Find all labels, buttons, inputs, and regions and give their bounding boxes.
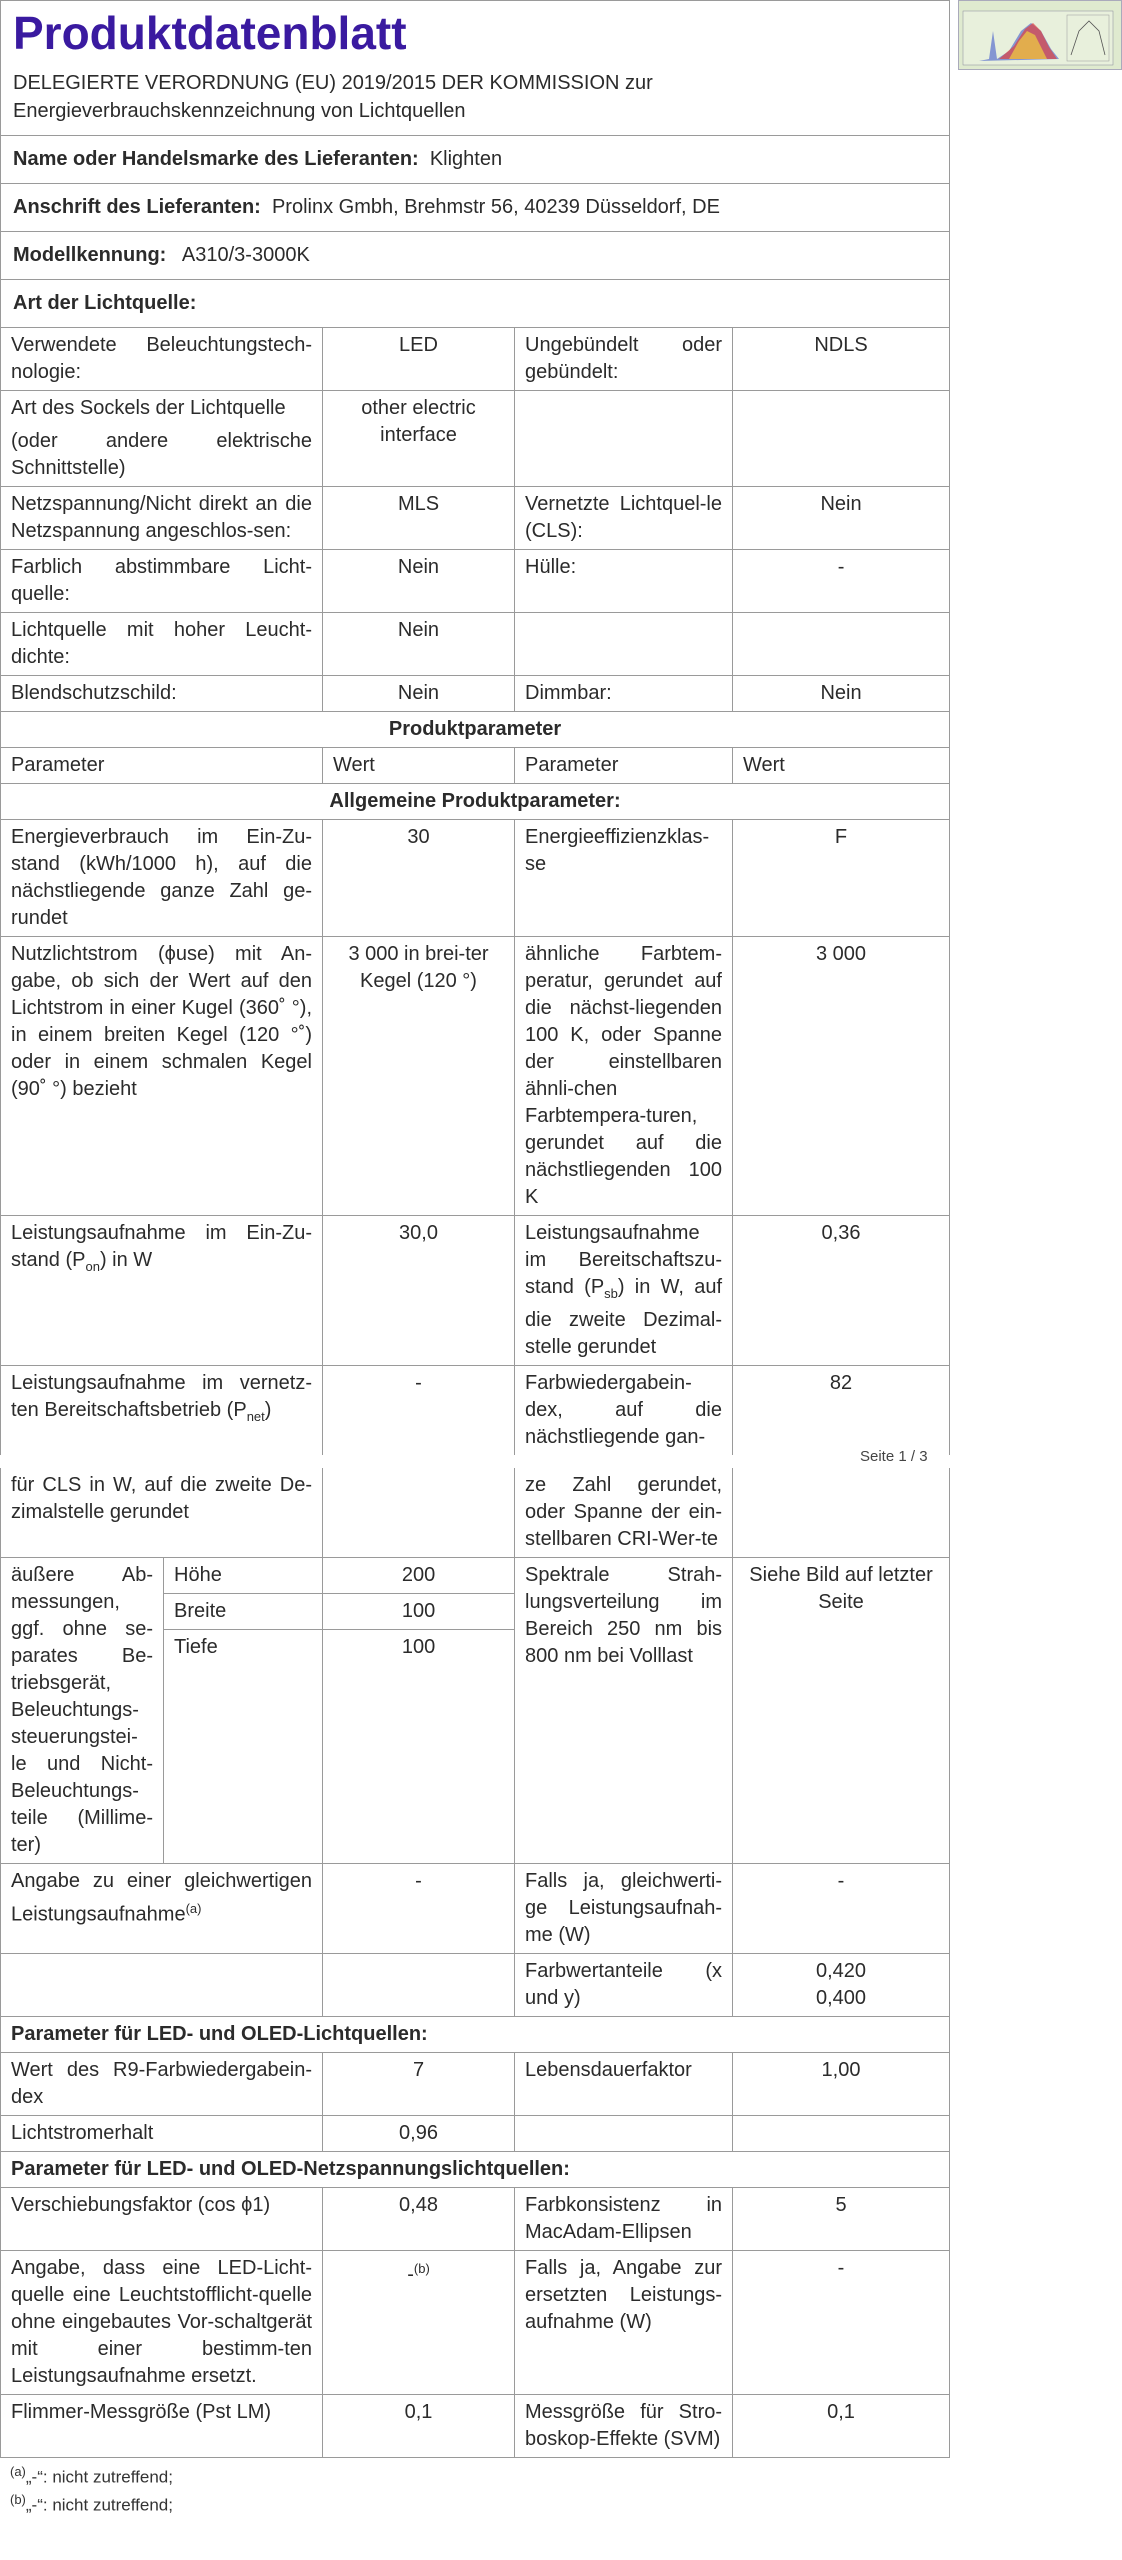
power-factor-label: Verschiebungsfaktor (cos ϕ1) (1, 2188, 323, 2251)
product-parameters-heading: Produktparameter (1, 712, 950, 748)
fluorescent-replacement-label: Angabe, dass eine LED-Licht-quelle eine Leuchtstofflicht-quelle ohne eingebautes Vor-schaltgerät mit einer bestimm-ten Leistungsaufnahme ersetzt. (1, 2251, 323, 2395)
column-header-parameter: Parameter (1, 748, 323, 784)
standby-power-label: Leistungsaufnahme im Bereitschaftszu-stand $(P_{sb})$ in W, auf die zweite Dezimal-stelle gerundet (515, 1216, 733, 1366)
spectral-distribution-label: Spektrale Strah-lungsverteilung im Bereich 250 nm bis 800 nm bei Volllast (515, 1558, 733, 1864)
technology-value: LED (323, 328, 515, 391)
page-title: Produktdatenblatt (13, 7, 407, 59)
cct-value: 3 000 (733, 937, 950, 1216)
colour-consistency-value: 5 (733, 2188, 950, 2251)
footnote-a: $^{(a)}$„-“: nicht zutreffend; (10, 2464, 173, 2487)
light-source-type-heading: Art der Lichtquelle: (1, 280, 950, 328)
lumen-maintenance-label: Lichtstromerhalt (1, 2116, 323, 2152)
led-parameters-heading: Parameter für LED- und OLED-Lichtquellen: (1, 2017, 950, 2053)
useful-flux-value: 3 000 in brei-ter Kegel (120 °) (323, 937, 515, 1216)
page-2 (0, 1468, 949, 2515)
empty-cell (515, 613, 733, 676)
mains-label: Netzspannung/Nicht direkt an die Netzspannung angeschlos-sen: (1, 487, 323, 550)
datasheet-table-page-1 (0, 0, 950, 1455)
networked-standby-value: - (323, 1366, 515, 1456)
useful-flux-label: Nutzlichtstrom (ϕuse) mit An-gabe, ob sich der Wert auf den Lichtstrom in einer Kugel (360˚ °), in einem breiten Kegel (120 °˚) oder in einem schmalen Kegel (90˚ °) bezieht (1, 937, 323, 1216)
spectrum-thumbnail (958, 0, 1122, 70)
energy-consumption-label: Energieverbrauch im Ein-Zu-stand (kWh/1000 h), auf die nächstliegende ganze Zahl ge-rundet (1, 820, 323, 937)
chromaticity-label: Farbwertanteile (x und y) (515, 1954, 733, 2017)
survival-factor-label: Lebensdauerfaktor (515, 2053, 733, 2116)
envelope-label: Hülle: (515, 550, 733, 613)
supplier-name-row: Name oder Handelsmarke des Lieferanten: Klighten (1, 136, 950, 184)
equivalent-power-label: Angabe zu einer gleichwertigen Leistungsaufnahme$^{(a)}$ (1, 1864, 323, 1954)
efficiency-class-label: Energieeffizienzklas-se (515, 820, 733, 937)
empty-cell (733, 613, 950, 676)
lumen-maintenance-value: 0,96 (323, 2116, 515, 2152)
cls-label: Vernetzte Lichtquel-le (CLS): (515, 487, 733, 550)
dimensions-label: äußere Ab-messungen, ggf. ohne se-parates Be-triebsgerät, Beleuchtungs-steuerungstei-le und Nicht-Beleuchtungs-teile (Millime-ter) (1, 1558, 164, 1864)
cri-label-cont: ze Zahl gerundet, oder Spanne der ein-stellbaren CRI-Wer-te (515, 1468, 733, 1558)
equivalent-power-watts-value: - (733, 1864, 950, 1954)
focused-value: NDLS (733, 328, 950, 391)
stroboscopic-value: 0,1 (733, 2395, 950, 2458)
page-1 (0, 0, 949, 1455)
regulation-subtitle: DELEGIERTE VERORDNUNG (EU) 2019/2015 DER KOMMISSION zur Energieverbrauchskennzeichnung von Lichtquellen (13, 72, 653, 122)
column-header-value: Wert (733, 748, 950, 784)
column-header-value: Wert (323, 748, 515, 784)
standby-power-value: 0,36 (733, 1216, 950, 1366)
equivalent-power-watts-label: Falls ja, gleichwerti-ge Leistungsaufnah-me (W) (515, 1864, 733, 1954)
efficiency-class-value: F (733, 820, 950, 937)
r9-value: 7 (323, 2053, 515, 2116)
cri-value: 82 (733, 1366, 950, 1456)
technology-label: Verwendete Beleuchtungstech-nologie: (1, 328, 323, 391)
colour-tunable-label: Farblich abstimmbare Licht-quelle: (1, 550, 323, 613)
colour-tunable-value: Nein (323, 550, 515, 613)
high-luminance-label: Lichtquelle mit hoher Leucht-dichte: (1, 613, 323, 676)
empty-cell (1, 1954, 323, 2017)
antiglare-label: Blendschutzschild: (1, 676, 323, 712)
general-parameters-heading: Allgemeine Produktparameter: (1, 784, 950, 820)
supplier-address-row: Anschrift des Lieferanten: Prolinx Gmbh, Brehmstr 56, 40239 Düsseldorf, DE (1, 184, 950, 232)
on-mode-power-label: Leistungsaufnahme im Ein-Zu-stand $(P_{on})$ in W (1, 1216, 323, 1366)
dimmable-value: Nein (733, 676, 950, 712)
envelope-value: - (733, 550, 950, 613)
empty-cell (515, 391, 733, 487)
power-factor-value: 0,48 (323, 2188, 515, 2251)
datasheet-table-page-2 (0, 1468, 950, 2458)
empty-cell (733, 2116, 950, 2152)
socket-label: Art des Sockels der Lichtquelle (oder andere elektrische Schnittstelle) (1, 391, 323, 487)
antiglare-value: Nein (323, 676, 515, 712)
socket-value: other electric interface (323, 391, 515, 487)
empty-cell (733, 1468, 950, 1558)
chromaticity-value: 0,420 0,400 (733, 1954, 950, 2017)
empty-cell (164, 1665, 323, 1864)
cct-label: ähnliche Farbtem-peratur, gerundet auf die nächst-liegenden 100 K, oder Spanne der einstellbaren ähnli-chen Farbtempera-turen, gerundet auf die nächstliegenden 100 K (515, 937, 733, 1216)
networked-standby-label-cont: für CLS in W, auf die zweite De-zimalstelle gerundet (1, 1468, 323, 1558)
empty-cell (323, 1665, 515, 1864)
spectrum-chart-icon (959, 1, 1121, 69)
width-label: Breite (164, 1594, 323, 1630)
spectral-distribution-value: Siehe Bild auf letzter Seite (733, 1558, 950, 1864)
empty-cell (515, 2116, 733, 2152)
colour-consistency-label: Farbkonsistenz in MacAdam-Ellipsen (515, 2188, 733, 2251)
mains-led-parameters-heading: Parameter für LED- und OLED-Netzspannungslichtquellen: (1, 2152, 950, 2188)
fluorescent-replacement-value: -$^{(b)}$ (323, 2251, 515, 2395)
height-label: Höhe (164, 1558, 323, 1594)
flicker-label: Flimmer-Messgröße (Pst LM) (1, 2395, 323, 2458)
empty-cell (323, 1954, 515, 2017)
cri-label: Farbwiedergabein-dex, auf die nächstliegende gan- (515, 1366, 733, 1456)
equivalent-power-value: - (323, 1864, 515, 1954)
networked-standby-label: Leistungsaufnahme im vernetz-ten Bereitschaftsbetrieb $(P_{net})$ (1, 1366, 323, 1456)
focused-label: Ungebündelt oder gebündelt: (515, 328, 733, 391)
survival-factor-value: 1,00 (733, 2053, 950, 2116)
footnote-b: $^{(b)}$„-“: nicht zutreffend; (10, 2491, 173, 2515)
empty-cell (323, 1468, 515, 1558)
on-mode-power-value: 30,0 (323, 1216, 515, 1366)
dimmable-label: Dimmbar: (515, 676, 733, 712)
replaced-power-value: - (733, 2251, 950, 2395)
depth-value: 100 (323, 1630, 515, 1666)
replaced-power-label: Falls ja, Angabe zur ersetzten Leistungs-aufnahme (W) (515, 2251, 733, 2395)
stroboscopic-label: Messgröße für Stro-boskop-Effekte (SVM) (515, 2395, 733, 2458)
height-value: 200 (323, 1558, 515, 1594)
column-header-parameter: Parameter (515, 748, 733, 784)
cls-value: Nein (733, 487, 950, 550)
depth-label: Tiefe (164, 1630, 323, 1666)
mains-value: MLS (323, 487, 515, 550)
empty-cell (733, 391, 950, 487)
width-value: 100 (323, 1594, 515, 1630)
r9-label: Wert des R9-Farbwiedergabein-dex (1, 2053, 323, 2116)
energy-consumption-value: 30 (323, 820, 515, 937)
flicker-value: 0,1 (323, 2395, 515, 2458)
high-luminance-value: Nein (323, 613, 515, 676)
page-number: Seite 1 / 3 (860, 1448, 928, 1465)
model-row: Modellkennung: A310/3-3000K (1, 232, 950, 280)
